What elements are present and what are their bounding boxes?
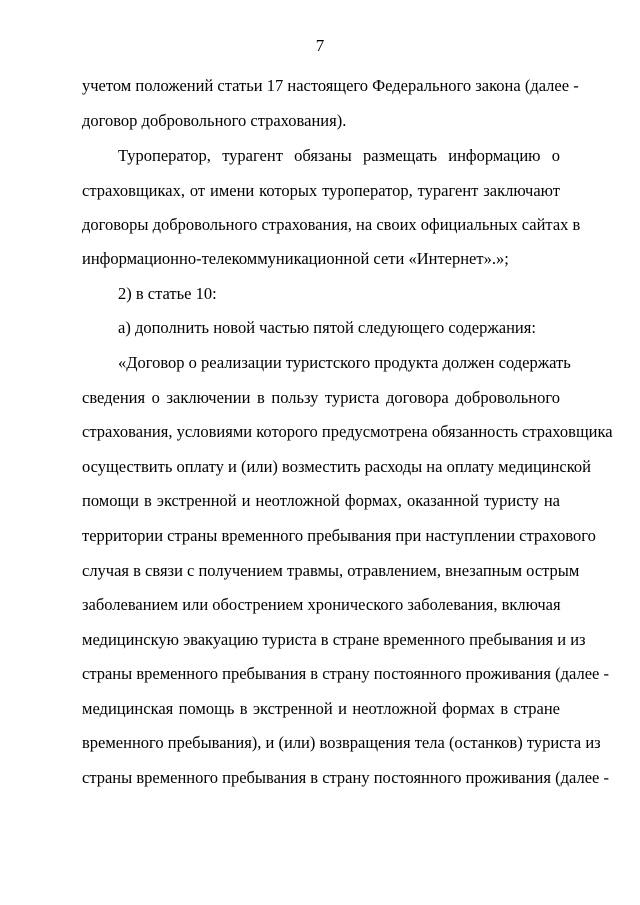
paragraph-first-line: а) дополнить новой частью пятой следующего содержания: [118,318,536,337]
paragraph-first-line: Туроператор, турагент обязаны размещать информацию о [118,146,560,165]
text-line: договор добровольного страхования). [82,111,347,130]
text-line: случая в связи с получением травмы, отравлением, внезапным острым [82,561,580,580]
text-line: помощи в экстренной и неотложной формах, оказанной туристу на [82,491,560,510]
paragraph-first-line: «Договор о реализации туристского продукта должен содержать [118,353,571,372]
text-line: временного пребывания), и (или) возвращения тела (останков) туриста из [82,733,601,752]
text-line: страховщиках, от имени которых туроператор, турагент заключают [82,181,560,200]
text-line: медицинскую эвакуацию туриста в стране временного пребывания и из [82,630,586,649]
paragraph-first-line: 2) в статье 10: [118,284,217,303]
page-number: 7 [315,36,325,55]
text-line: страны временного пребывания в страну постоянного проживания (далее - [82,768,609,787]
text-line: договоры добровольного страхования, на своих официальных сайтах в [82,215,581,234]
text-line: медицинская помощь в экстренной и неотложной формах в стране [82,699,560,718]
text-line: сведения о заключении в пользу туриста договора добровольного [82,388,560,407]
text-line: страхования, условиями которого предусмотрена обязанность страховщика [82,422,613,441]
text-line: учетом положений статьи 17 настоящего Федерального закона (далее - [82,76,579,95]
text-line: заболеванием или обострением хронического заболевания, включая [82,595,561,614]
text-line: территории страны временного пребывания при наступлении страхового [82,526,596,545]
text-line: страны временного пребывания в страну постоянного проживания (далее - [82,664,609,683]
text-line: информационно-телекоммуникационной сети «Интернет».»; [82,249,509,268]
text-line: осуществить оплату и (или) возместить расходы на оплату медицинской [82,457,592,476]
